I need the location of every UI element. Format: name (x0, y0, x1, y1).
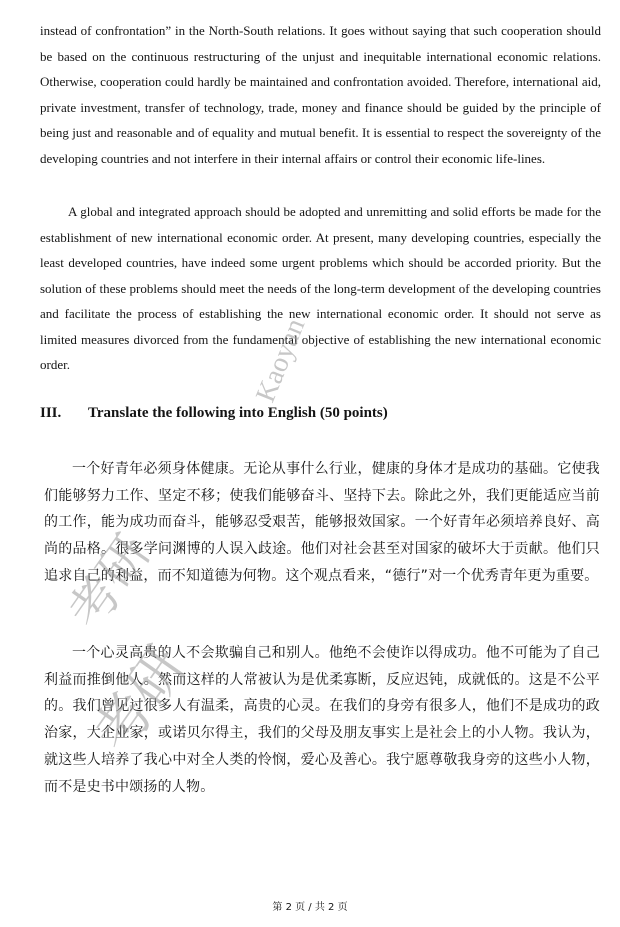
watermark-kaoyan: Kaoyan (250, 314, 312, 407)
section-title: Translate the following into English (50 points) (88, 405, 388, 421)
section-heading (40, 405, 388, 422)
english-paragraph-1: instead of confrontation” in the North-South relations. It goes without saying that such cooperation should be based on the continuous restructuring of the unjust and inequitable international economic relations. Otherwise, cooperation could hardly be maintained and confrontation avoided. Therefore, international aid, private investment, transfer of technology, trade, money and finance should be guided by the principle of being just and reasonable and of equality and mutual benefit. It is essential to respect the sovereignty of the developing countries and not interfere in their internal affairs or control their economic life-lines. (40, 23, 601, 166)
watermark-kaoyan-cn-2: 考研 (81, 635, 200, 765)
english-paragraph-2: A global and integrated approach should be adopted and unremitting and solid efforts be made for the establishment of new international economic order. At present, many developing countries, especially the least developed countries, have indeed some urgent problems which should be accorded priority. But the solution of these problems should meet the needs of the long-term development of the developing countries and facilitate the process of establishing the new international economic order. It should not serve as limited measures divorced from the fundamental objective of establishing the new international economic order. (40, 204, 601, 372)
page-footer: 第 2 页 / 共 2 页 (272, 902, 348, 913)
section-number: III. (40, 405, 62, 421)
chinese-paragraph-2: 一个心灵高贵的人不会欺骗自己和别人。他绝不会使诈以得成功。他不可能为了自己利益而推倒他人。然而这样的人常被认为是优柔寡断，反应迟钝，成就低的。这是不公平的。我们曾见过很多人有温柔，高贵的心灵。在我们的身旁有很多人，他们不是成功的政治家，大企业家，或诺贝尔得主，我们的父母及朋友事实上是社会上的小人物。我认为，就这些人培养了我心中对全人类的怜悯，爱心及善心。我宁愿尊敬我身旁的这些小人物，而不是史书中颂扬的人物。 (44, 645, 600, 795)
watermark-kaoyan-cn-1: 考研 (57, 524, 162, 640)
chinese-paragraph-1: 一个好青年必须身体健康。无论从事什么行业，健康的身体才是成功的基础。它使我们能够努力工作、坚定不移；使我们能够奋斗、坚持下去。除此之外，我们更能适应当前的工作，能为成功而奋斗，能够忍受艰苦，能够报效国家。一个好青年必须培养良好、高尚的品格。很多学问渊博的人误入歧途。他们对社会甚至对国家的破坏大于贡献。他们只追求自己的利益，而不知道德为何物。这个观点看来，“德行”对一个优秀青年更为重要。 (44, 461, 600, 584)
